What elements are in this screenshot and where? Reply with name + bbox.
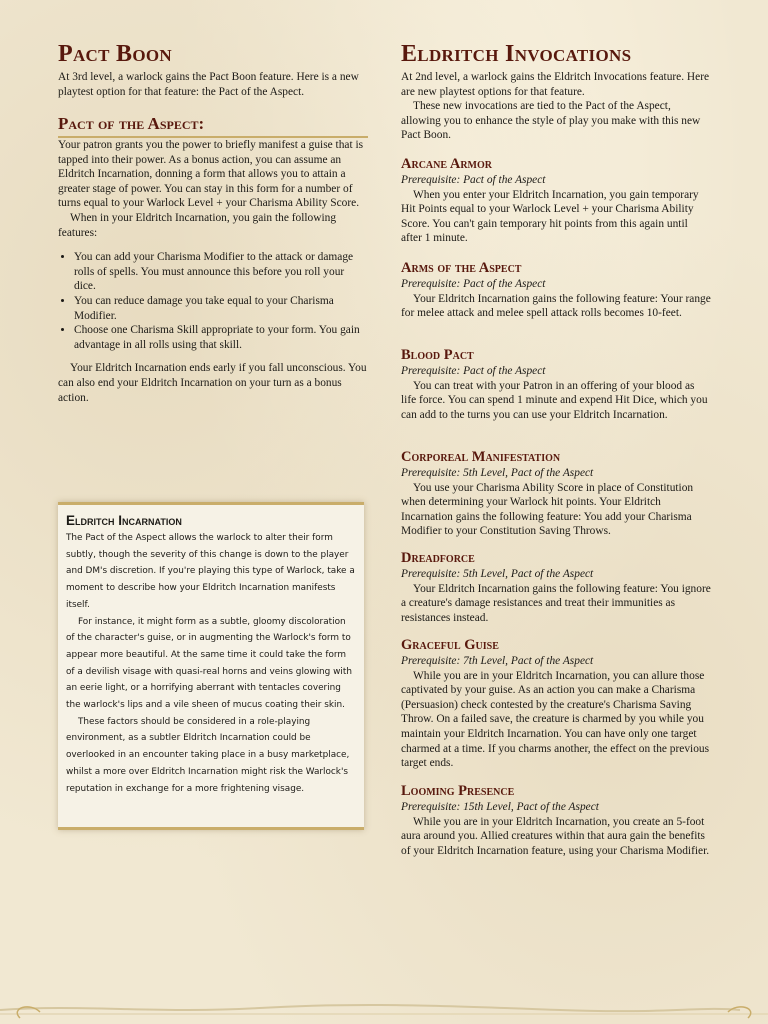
invocation-graceful-guise (401, 637, 711, 771)
invocation-prerequisite: Prerequisite: 5th Level, Pact of the Aspect (401, 467, 594, 479)
invocation-text: Your Eldritch Incarnation gains the following feature: You ignore a creature's damage resistances and treat their immunities as resistances instead. (401, 582, 711, 624)
invocation-arms-of-the-aspect (401, 260, 711, 321)
invocation-text: When you enter your Eldritch Incarnation, you gain temporary Hit Points equal to your Warlock Level + your Charisma Ability Score. You can't gain temporary hit points from this again until after 1 minute. (401, 188, 699, 245)
eldritch-incarnation-sidebar (58, 502, 364, 830)
list-item: • You can add your Charisma Modifier to the attack or damage rolls of spells. You must announce this before you roll your dice. (74, 250, 368, 294)
list-item: • You can reduce damage you take equal to your Charisma Modifier. (74, 294, 368, 323)
aspect-paragraph-2: When in your Eldritch Incarnation, you gain the following features: (58, 211, 337, 239)
invocation-title: Looming Presence (401, 783, 515, 799)
invocation-prerequisite: Prerequisite: Pact of the Aspect (401, 278, 546, 290)
sidebar-paragraph-1: The Pact of the Aspect allows the warlock to alter their form subtly, though the severity of this change is down to the player and DM's discretion. If you're playing this type of Warlock, take a moment to describe how your Eldritch Incarnation manifests itself. (66, 533, 355, 610)
pact-of-aspect-body (58, 138, 368, 405)
invocation-blood-pact (401, 347, 711, 422)
invocation-prerequisite: Prerequisite: 5th Level, Pact of the Aspect (401, 568, 594, 580)
invocation-text: While you are in your Eldritch Incarnation, you create an 5-foot aura around you. Allied creatures within that aura gain the benefits of your Eldritch Incarnation feature, using your Charisma Modifier. (401, 815, 710, 857)
sidebar-paragraph-2: For instance, it might form as a subtle, gloomy discoloration of the character's guise, or in augmenting the Warlock's form to appear more beautiful. At the same time it could take the form of a devilish visage with quasi-real horns and veins glowing with an eerie light, or a horrifying aberrant with tentacles covering the warlock's lips and a vile sheen of mucus coating their skin. (66, 616, 352, 711)
invocation-dreadforce (401, 550, 711, 625)
aspect-paragraph-1: Your patron grants you the power to briefly manifest a guise that is tapped into their power. As a bonus action, you can assume an Eldritch Incarnation, donning a form that allows you to attain a greater stage of power. You can stay in this form for a number of turns equal to your Warlock Level + your Charisma Ability Score. (58, 139, 364, 210)
invocation-corporeal-manifestation (401, 449, 711, 539)
pact-of-aspect-heading: Pact of the Aspect: (58, 114, 368, 138)
invocation-text: Your Eldritch Incarnation gains the following feature: Your range for melee attack and melee spell attack rolls becomes 10-feet. (401, 292, 711, 320)
list-item: • Choose one Charisma Skill appropriate to your form. You gain advantage in all rolls using that skill. (74, 323, 368, 352)
invocation-title: Corporeal Manifestation (401, 449, 561, 465)
page-footer-ornament (0, 984, 768, 1024)
aspect-paragraph-3: Your Eldritch Incarnation ends early if you fall unconscious. You can also end your Eldritch Incarnation on your turn as a bonus action. (58, 362, 367, 404)
invocations-intro-2: These new invocations are tied to the Pact of the Aspect, allowing you to enhance the style of play you make with this new Pact Boon. (401, 100, 701, 142)
eldritch-invocations-heading: Eldritch Invocations (401, 41, 632, 67)
invocation-prerequisite: Prerequisite: 15th Level, Pact of the Aspect (401, 801, 599, 813)
invocation-title: Blood Pact (401, 347, 474, 363)
invocation-text: While you are in your Eldritch Incarnation, you can allure those captivated by your guise. As an action you can make a Charisma (Persuasion) check contested by the creature's Charisma Saving Throw. On a failed save, the creature is charmed by you while you maintain your Eldritch Incarnation. You can have only one target charmed at a time. If you charms another, the effect on the previous target ends. (401, 669, 710, 770)
invocation-prerequisite: Prerequisite: 7th Level, Pact of the Aspect (401, 655, 594, 667)
invocation-title: Graceful Guise (401, 637, 499, 653)
invocation-prerequisite: Prerequisite: Pact of the Aspect (401, 365, 546, 377)
invocation-text: You can treat with your Patron in an offering of your blood as life force. You can spend 1 minute and expend Hit Dice, which you can add to the turns you can use your Eldritch Incarnation. (401, 379, 708, 421)
pact-boon-intro: At 3rd level, a warlock gains the Pact Boon feature. Here is a new playtest option for that feature: the Pact of the Aspect. (58, 71, 359, 98)
invocations-intro (401, 70, 711, 143)
invocation-prerequisite: Prerequisite: Pact of the Aspect (401, 174, 546, 186)
invocation-title: Dreadforce (401, 550, 475, 566)
invocation-text: You use your Charisma Ability Score in place of Constitution when determining your Warlock hit points. Your Eldritch Incarnation gains the following feature: You add your Charisma Modifier to your Constitution Saving Throws. (401, 481, 694, 538)
sidebar-title: Eldritch Incarnation (66, 513, 182, 528)
aspect-feature-list (58, 250, 368, 352)
sidebar-paragraph-3: These factors should be considered in a role-playing environment, as a subtler Eldritch Incarnation could be overlooked in an encounter taking place in a busy marketplace, whilst a more over Eldritch Incarnation might risk the Warlock's reputation in exchange for a more frightening visage. (66, 716, 350, 794)
invocation-title: Arcane Armor (401, 156, 492, 172)
invocation-arcane-armor (401, 156, 711, 246)
invocation-title: Arms of the Aspect (401, 260, 522, 276)
invocations-intro-1: At 2nd level, a warlock gains the Eldritch Invocations feature. Here are new playtest options for that feature. (401, 71, 710, 98)
invocation-looming-presence (401, 783, 711, 858)
pact-boon-heading: Pact Boon (58, 41, 172, 67)
